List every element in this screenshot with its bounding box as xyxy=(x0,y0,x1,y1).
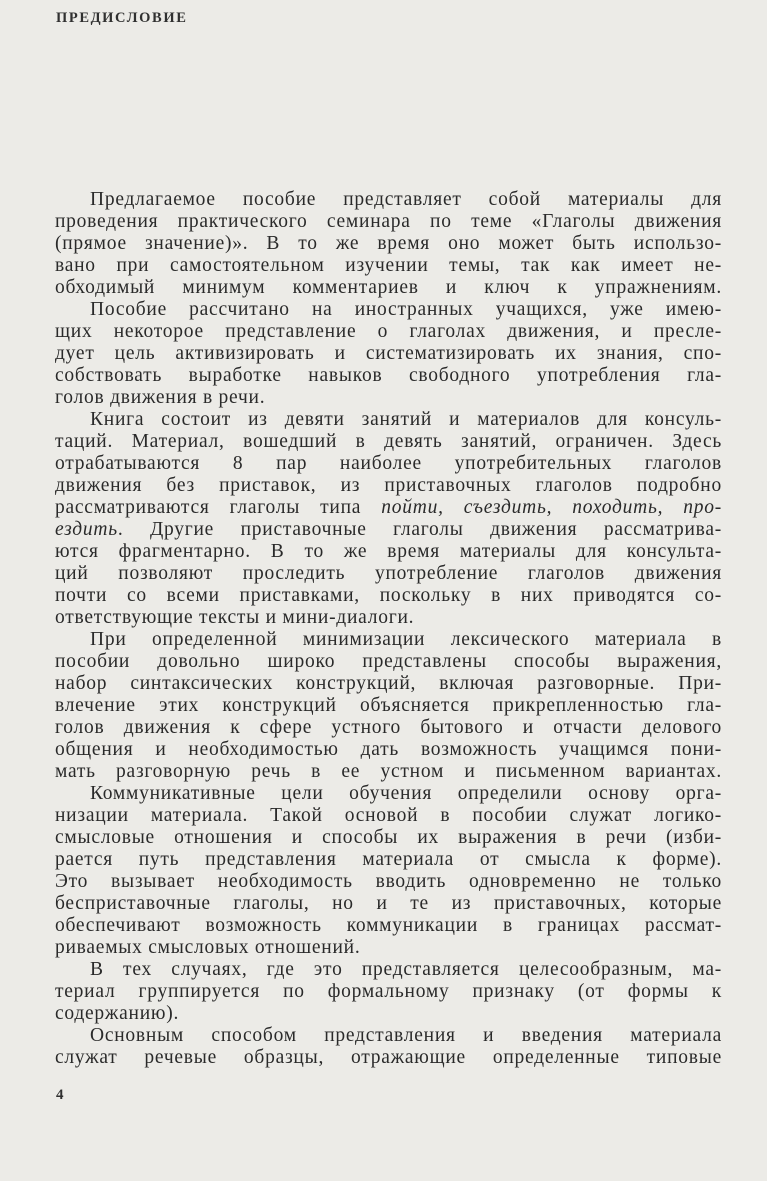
text-segment: проведения практического семинара по теме «Глаголы движения xyxy=(55,211,722,232)
text-segment: смысловые отношения и способы их выражения в речи (изби- xyxy=(55,827,722,848)
text-segment: общения и необходимостью дать возможность учащимся пони- xyxy=(55,739,722,760)
text-segment: (прямое значение)». В то же время оно может быть использо- xyxy=(55,233,722,254)
text-segment: набор синтаксических конструкций, включая разговорные. При- xyxy=(55,673,722,694)
text-line xyxy=(55,585,722,607)
text-line xyxy=(55,981,722,1003)
text-line xyxy=(55,563,722,585)
text-segment: Пособие рассчитано на иностранных учащихся, уже имею- xyxy=(90,299,722,320)
text-segment: . Другие приставочные глаголы движения рассматрива- xyxy=(117,519,722,540)
text-segment: В тех случаях, где это представляется целесообразным, ма- xyxy=(90,959,722,980)
text-line xyxy=(55,541,722,563)
italic-text: ездить xyxy=(55,519,118,540)
text-segment: собствовать выработке навыков свободного употребления гла- xyxy=(55,365,722,386)
text-line xyxy=(55,233,722,255)
text-segment: Это вызывает необходимость вводить одновременно не только xyxy=(55,871,722,892)
text-line xyxy=(55,453,722,475)
text-segment: отрабатываются 8 пар наиболее употребительных глаголов xyxy=(55,453,722,474)
text-line xyxy=(55,959,722,981)
text-segment: вано при самостоятельном изучении темы, так как имеет не- xyxy=(55,255,722,276)
text-line xyxy=(55,849,722,871)
text-line xyxy=(55,805,722,827)
text-segment: ответствующие тексты и мини-диалоги. xyxy=(55,607,415,628)
text-segment: Книга состоит из девяти занятий и материалов для консуль- xyxy=(90,409,722,430)
text-segment: содержанию). xyxy=(55,1003,180,1024)
text-segment: голов движения к сфере устного бытового и отчасти делового xyxy=(55,717,722,738)
text-line xyxy=(55,1025,722,1047)
text-line xyxy=(55,717,722,739)
text-segment: щих некоторое представление о глаголах движения, и пресле- xyxy=(55,321,722,342)
body-text xyxy=(55,189,722,1069)
text-line xyxy=(55,277,722,299)
text-line xyxy=(55,365,722,387)
text-segment: дует цель активизировать и систематизировать их знания, спо- xyxy=(55,343,722,364)
text-segment: обеспечивают возможность коммуникации в границах рассмат- xyxy=(55,915,722,936)
text-line xyxy=(55,739,722,761)
text-line xyxy=(55,1047,722,1069)
text-line xyxy=(55,431,722,453)
text-segment: риваемых смысловых отношений. xyxy=(55,937,361,958)
text-segment: рассматриваются глаголы типа xyxy=(55,497,382,518)
text-segment: движения без приставок, из приставочных глаголов подробно xyxy=(55,475,722,496)
text-segment: рается путь представления материала от смысла к форме). xyxy=(55,849,722,870)
text-segment: почти со всеми приставками, поскольку в них приводятся со- xyxy=(55,585,722,606)
text-line xyxy=(55,409,722,431)
text-line xyxy=(55,475,722,497)
italic-text: пойти, съездить, походить, про- xyxy=(381,497,722,518)
text-line xyxy=(55,893,722,915)
text-line xyxy=(55,783,722,805)
text-segment: Предлагаемое пособие представляет собой материалы для xyxy=(90,189,722,210)
text-segment: териал группируется по формальному признаку (от формы к xyxy=(55,981,722,1002)
section-heading: ПРЕДИСЛОВИЕ xyxy=(56,10,188,26)
text-line xyxy=(55,827,722,849)
text-segment: бесприставочные глаголы, но и те из приставочных, которые xyxy=(55,893,722,914)
text-segment: Основным способом представления и введения материала xyxy=(90,1025,722,1046)
text-line xyxy=(55,607,722,629)
text-line xyxy=(55,343,722,365)
text-segment: обходимый минимум комментариев и ключ к упражнениям. xyxy=(55,277,722,298)
text-segment: пособии довольно широко представлены способы выражения, xyxy=(55,651,722,672)
text-line xyxy=(55,629,722,651)
text-line xyxy=(55,937,722,959)
text-segment: влечение этих конструкций объясняется прикрепленностью гла- xyxy=(55,695,722,716)
text-line xyxy=(55,519,722,541)
text-segment: голов движения в речи. xyxy=(55,387,266,408)
text-line xyxy=(55,695,722,717)
text-line xyxy=(55,189,722,211)
text-line xyxy=(55,255,722,277)
text-segment: служат речевые образцы, отражающие определенные типовые xyxy=(55,1047,722,1068)
text-line xyxy=(55,497,722,519)
page-number: 4 xyxy=(56,1087,64,1103)
text-line xyxy=(55,761,722,783)
text-segment: Коммуникативные цели обучения определили основу орга- xyxy=(90,783,722,804)
text-segment: низации материала. Такой основой в пособии служат логико- xyxy=(55,805,722,826)
text-line xyxy=(55,321,722,343)
text-segment: При определенной минимизации лексического материала в xyxy=(90,629,722,650)
text-line xyxy=(55,651,722,673)
text-line xyxy=(55,1003,722,1025)
text-line xyxy=(55,299,722,321)
text-segment: таций. Материал, вошедший в девять занятий, ограничен. Здесь xyxy=(55,431,722,452)
text-line xyxy=(55,211,722,233)
text-segment: ций позволяют проследить употребление глаголов движения xyxy=(55,563,722,584)
text-segment: ются фрагментарно. В то же время материалы для консульта- xyxy=(55,541,722,562)
text-segment: мать разговорную речь в ее устном и письменном вариантах. xyxy=(55,761,722,782)
text-line xyxy=(55,871,722,893)
text-line xyxy=(55,673,722,695)
text-line xyxy=(55,915,722,937)
text-line xyxy=(55,387,722,409)
